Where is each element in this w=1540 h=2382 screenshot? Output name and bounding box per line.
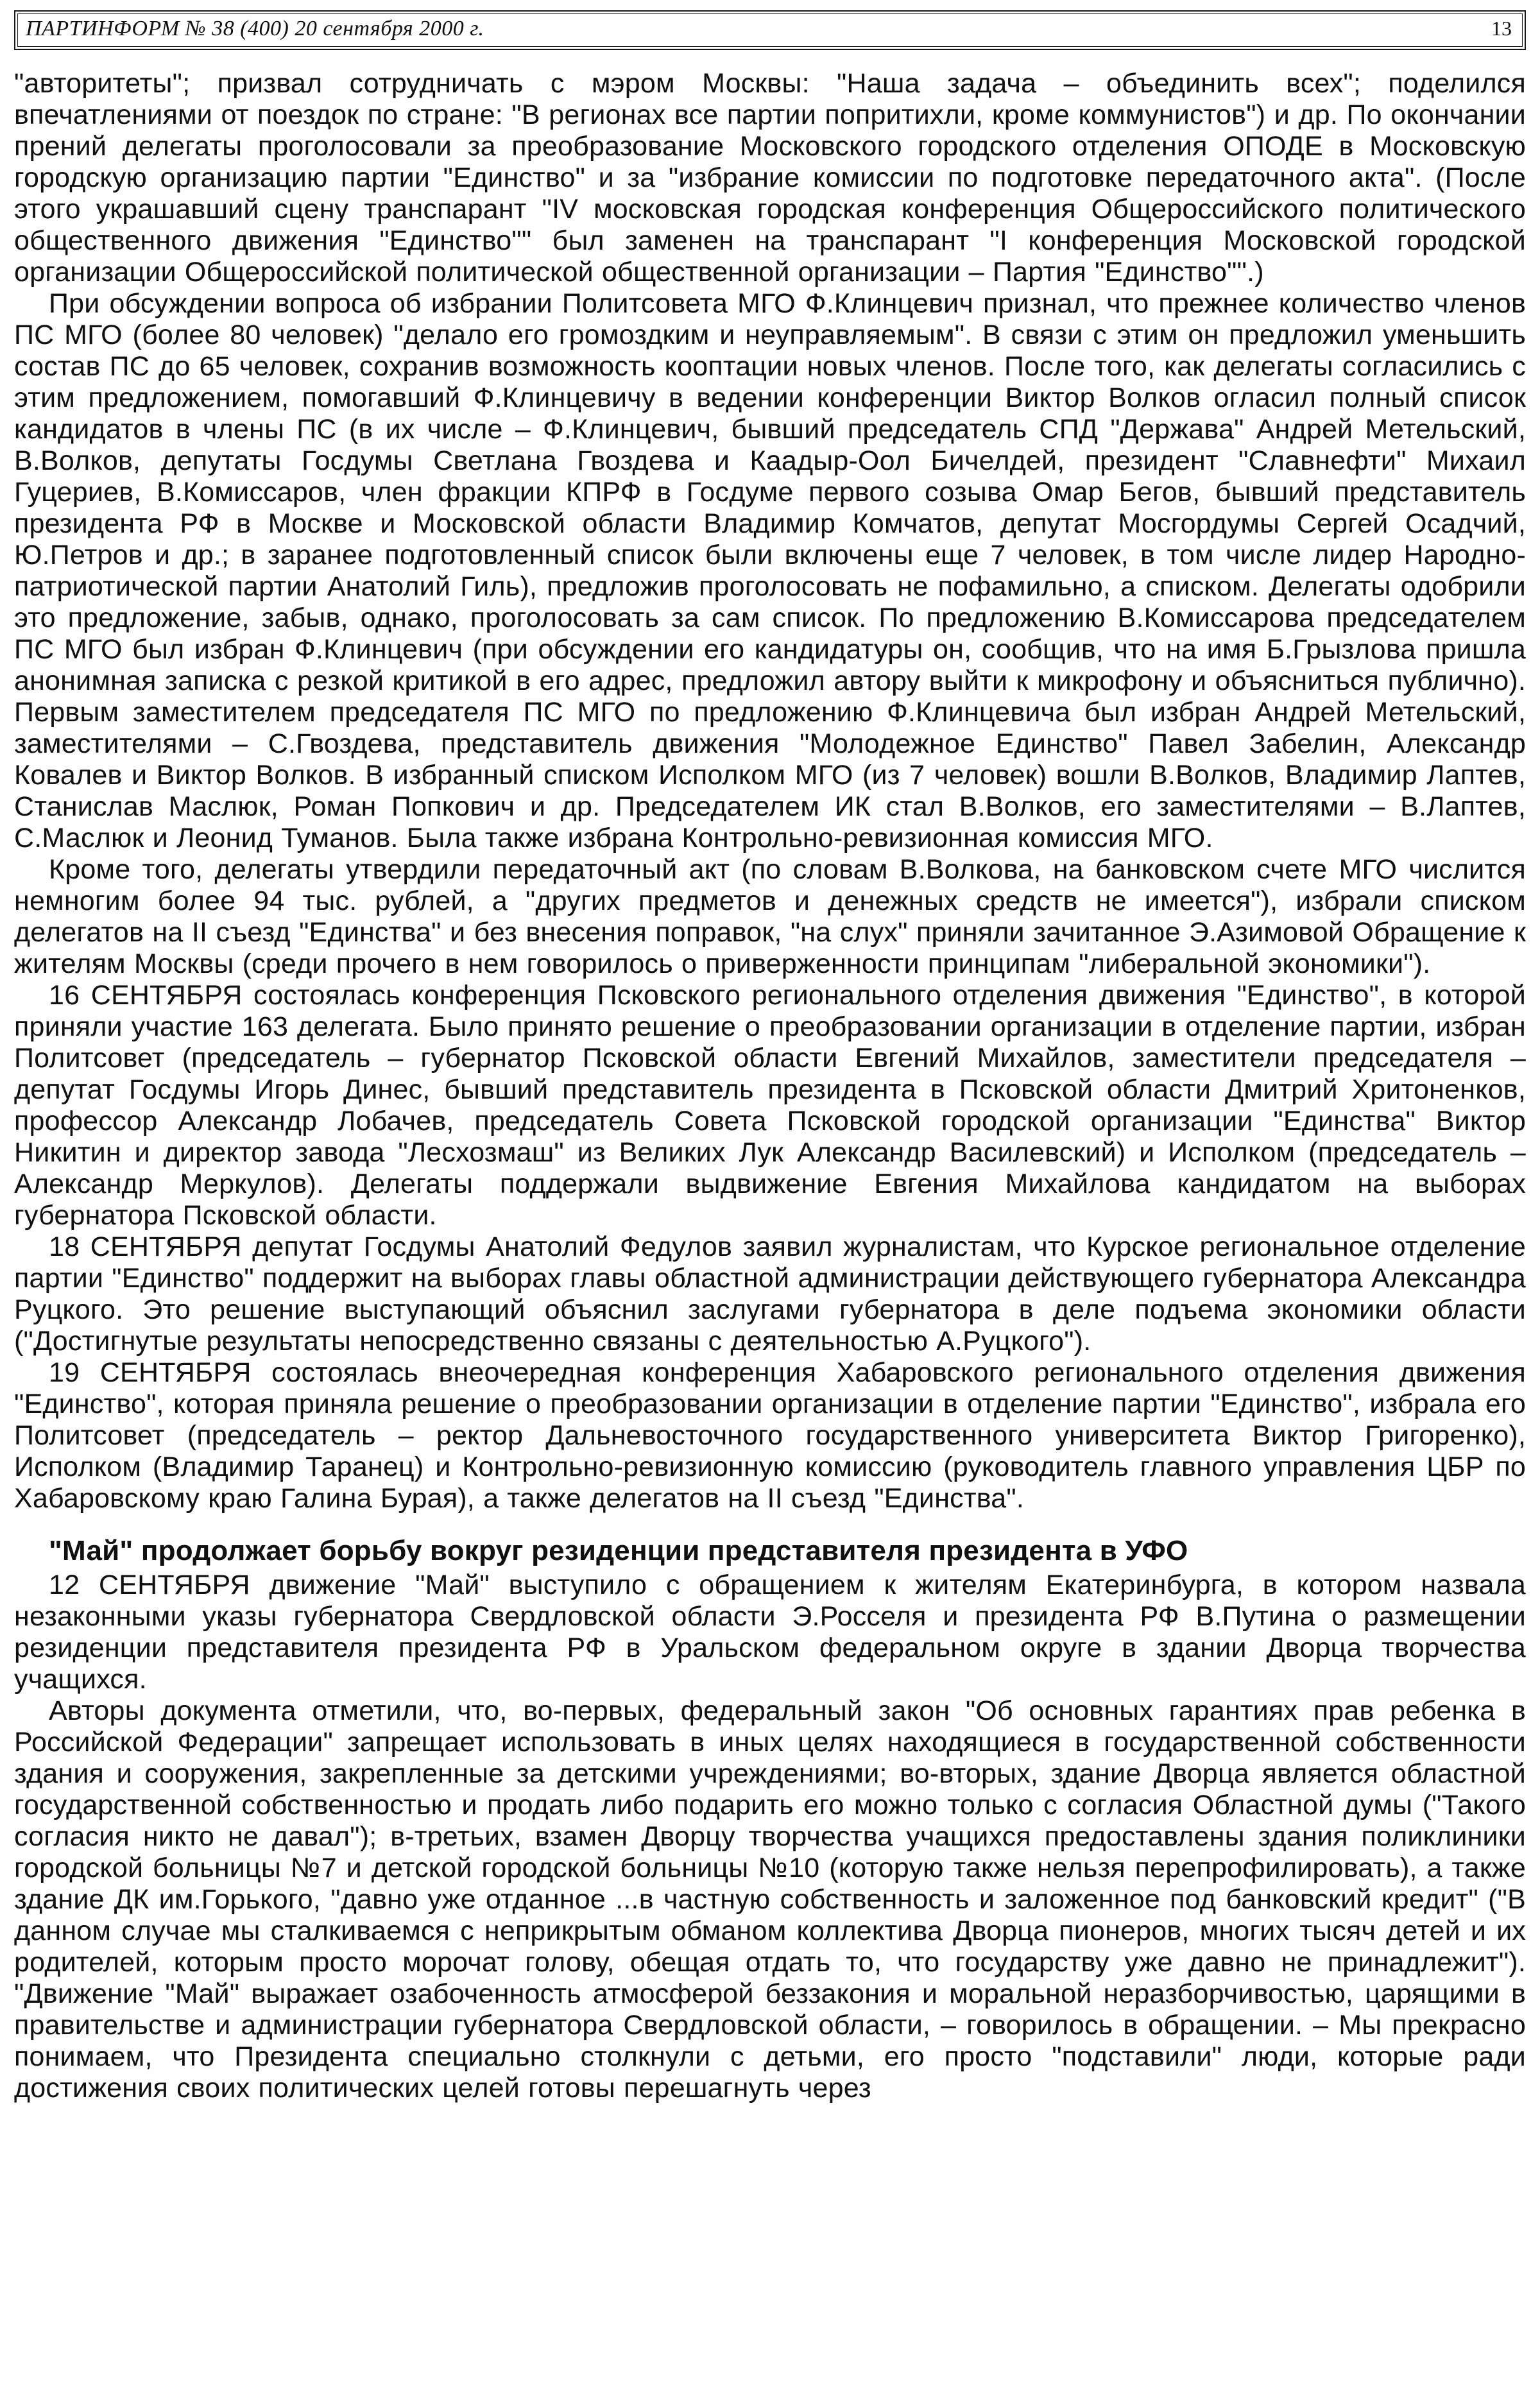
body-paragraph: 16 СЕНТЯБРЯ состоялась конференция Псковского регионального отделения движения "Единство", в которой приняли участие 163 делегата. Было принято решение о преобразовании организации в отделение партии, избран Политсовет (председатель – губернатор Псковской области Евгений Михайлов, заместители председателя – депутат Госдумы Игорь Динес, бывший представитель президента в Псковской области Дмитрий Хритоненков, профессор Александр Лобачев, председатель Совета Псковской городской организации "Единства" Виктор Никитин и директор завода "Лесхозмаш" из Великих Лук Александр Василевский) и Исполком (председатель – Александр Меркулов). Делегаты поддержали выдвижение Евгения Михайлова кандидатом на выборах губернатора Псковской области. [14,980,1526,1231]
body-paragraph: При обсуждении вопроса об избрании Политсовета МГО Ф.Клинцевич признал, что прежнее количество членов ПС МГО (более 80 человек) "делало его громоздким и неуправляемым". В связи с этим он предложил уменьшить состав ПС до 65 человек, сохранив возможность кооптации новых членов. После того, как делегаты согласились с этим предложением, помогавший Ф.Клинцевичу в ведении конференции Виктор Волков огласил полный список кандидатов в члены ПС (в их числе – Ф.Клинцевич, бывший председатель СПД "Держава" Андрей Метельский, В.Волков, депутаты Госдумы Светлана Гвоздева и Каадыр-Оол Бичелдей, президент "Славнефти" Михаил Гуцериев, В.Комиссаров, член фракции КПРФ в Госдуме первого созыва Омар Бегов, бывший представитель президента РФ в Москве и Московской области Владимир Комчатов, депутат Мосгордумы Сергей Осадчий, Ю.Петров и др.; в заранее подготовленный список были включены еще 7 человек, в том числе лидер Народно-патриотической партии Анатолий Гиль), предложив проголосовать не пофамильно, а списком. Делегаты одобрили это предложение, забыв, однако, проголосовать за сам список. По предложению В.Комиссарова председателем ПС МГО был избран Ф.Клинцевич (при обсуждении его кандидатуры он, сообщив, что на имя Б.Грызлова пришла анонимная записка с резкой критикой в его адрес, предложил автору выйти к микрофону и объясниться публично). Первым заместителем председателя ПС МГО по предложению Ф.Клинцевича был избран Андрей Метельский, заместителями – С.Гвоздева, представитель движения "Молодежное Единство" Павел Забелин, Александр Ковалев и Виктор Волков. В избранный списком Исполком МГО (из 7 человек) вошли В.Волков, Владимир Лаптев, Станислав Маслюк, Роман Попкович и др. Председателем ИК стал В.Волков, его заместителями – В.Лаптев, С.Маслюк и Леонид Туманов. Была также избрана Контрольно-ревизионная комиссия МГО. [14,288,1526,853]
section-heading: "Май" продолжает борьбу вокруг резиденции представителя президента в УФО [49,1535,1188,1566]
body-paragraph: 19 СЕНТЯБРЯ состоялась внеочередная конференция Хабаровского регионального отделения движения "Единство", которая приняла решение о преобразовании организации в отделение партии "Единство", избрала его Политсовет (председатель – ректор Дальневосточного государственного университета Виктор Григоренко), Исполком (Владимир Таранец) и Контрольно-ревизионную комиссию (руководитель главного управления ЦБР по Хабаровскому краю Галина Бурая), а также делегатов на II съезд "Единства". [14,1357,1526,1514]
article-body [14,68,1526,2104]
page-header [14,10,1526,50]
body-paragraph: 12 СЕНТЯБРЯ движение "Май" выступило с обращением к жителям Екатеринбурга, в котором назвала незаконными указы губернатора Свердловской области Э.Росселя и президента РФ В.Путина о размещении резиденции представителя президента РФ в Уральском федеральном округе в здании Дворца творчества учащихся. [14,1570,1526,1695]
body-paragraph: 18 СЕНТЯБРЯ депутат Госдумы Анатолий Федулов заявил журналистам, что Курское региональное отделение партии "Единство" поддержит на выборах главы областной администрации действующего губернатора Александра Руцкого. Это решение выступающий объяснил заслугами губернатора в деле подъема экономики области ("Достигнутые результаты непосредственно связаны с деятельностью А.Руцкого"). [14,1231,1526,1357]
body-paragraph: "авторитеты"; призвал сотрудничать с мэром Москвы: "Наша задача – объединить всех"; поделился впечатлениями от поездок по стране: "В регионах все партии попритихли, кроме коммунистов") и др. По окончании прений делегаты проголосовали за преобразование Московского городского отделения ОПОДЕ в Московскую городскую организацию партии "Единство" и за "избрание комиссии по подготовке передаточного акта". (После этого украшавший сцену транспарант "IV московская городская конференция Общероссийского политического общественного движения "Единство"" был заменен на транспарант "I конференция Московской городской организации Общероссийской политической общественной организации – Партия "Единство"".) [14,68,1526,287]
page-header-inner [17,13,1523,47]
body-paragraph: Кроме того, делегаты утвердили передаточный акт (по словам В.Волкова, на банковском счете МГО числится немногим более 94 тыс. рублей, а "других предметов и денежных средств не имеется"), избрали списком делегатов на II съезд "Единства" и без внесения поправок, "на слух" приняли зачитанное Э.Азимовой Обращение к жителям Москвы (среди прочего в нем говорилось о приверженности принципам "либеральной экономики"). [14,854,1526,979]
page-number: 13 [1491,17,1512,40]
newsletter-masthead: ПАРТИНФОРМ № 38 (400) 20 сентября 2000 г. [26,17,484,40]
body-paragraph: Авторы документа отметили, что, во-первых, федеральный закон "Об основных гарантиях прав ребенка в Российской Федерации" запрещает использовать в иных целях находящиеся в государственной собственности здания и сооружения, закрепленные за детскими учреждениями; во-вторых, здание Дворца является областной государственной собственностью и продать либо подарить его можно только с согласия Областной думы ("Такого согласия никто не давал"); в-третьих, взамен Дворцу творчества учащихся предоставлены здания поликлиники городской больницы №7 и детской городской больницы №10 (которую также нельзя перепрофилировать), а также здание ДК им.Горького, "давно уже отданное ...в частную собственность и заложенное под банковский кредит" ("В данном случае мы сталкиваемся с неприкрытым обманом коллектива Дворца пионеров, многих тысяч детей и их родителей, которым просто морочат голову, обещая отдать то, что государству уже давно не принадлежит"). "Движение "Май" выражает озабоченность атмосферой беззакония и моральной неразборчивостью, царящими в правительстве и администрации губернатора Свердловской области, – говорилось в обращении. – Мы прекрасно понимаем, что Президента специально столкнули с детьми, его просто "подставили" люди, которые ради достижения своих политических целей готовы перешагнуть через [14,1695,1526,2104]
